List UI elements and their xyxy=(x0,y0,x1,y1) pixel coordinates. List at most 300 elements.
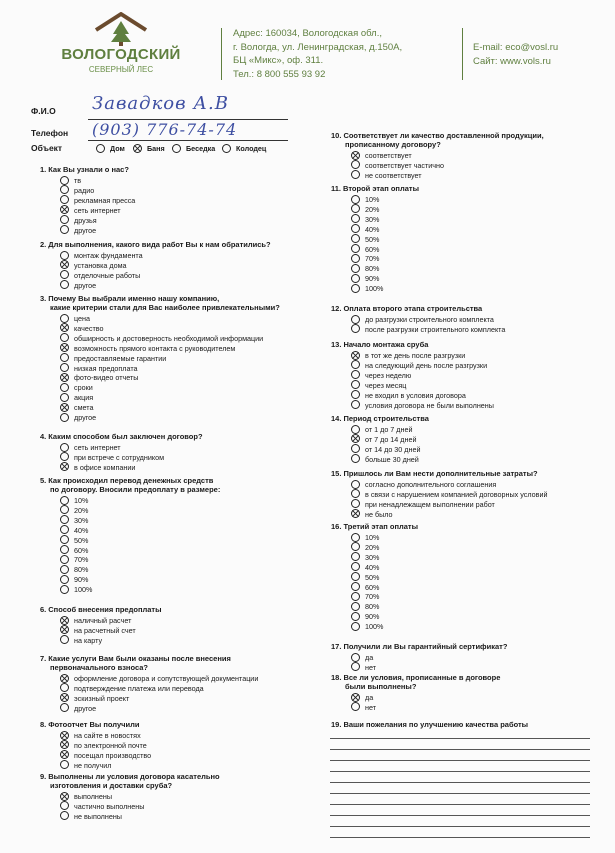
radio-circle[interactable] xyxy=(60,535,69,544)
answer-label: да xyxy=(365,653,374,662)
answer-option[interactable] xyxy=(351,401,494,411)
object-option-house[interactable]: Дом xyxy=(96,144,125,154)
answer-option[interactable] xyxy=(60,761,111,771)
answer-label: акция xyxy=(74,393,94,403)
question-number: 8. xyxy=(40,720,47,729)
answer-label: от 14 до 30 дней xyxy=(365,444,421,454)
question-text: Какие услуги Вам были оказаны после внесения xyxy=(48,654,231,663)
fio-handwritten-value[interactable]: Завадков А.В xyxy=(92,93,229,114)
wish-line[interactable] xyxy=(330,793,590,794)
answer-option[interactable] xyxy=(60,334,263,344)
question-number: 2. xyxy=(40,240,47,249)
radio-circle[interactable] xyxy=(60,413,69,422)
radio-circle[interactable] xyxy=(60,515,69,524)
radio-circle[interactable] xyxy=(351,254,360,263)
answer-option[interactable] xyxy=(60,261,127,271)
answer-option[interactable] xyxy=(351,622,383,632)
answer-option[interactable] xyxy=(60,741,147,751)
answer-label: 60% xyxy=(365,244,380,254)
answer-option[interactable] xyxy=(60,443,121,453)
answer-option[interactable] xyxy=(60,536,88,546)
answer-option[interactable] xyxy=(60,626,136,636)
radio-circle[interactable] xyxy=(96,144,105,153)
wish-line[interactable] xyxy=(330,771,590,772)
checked-radio-circle[interactable] xyxy=(351,351,360,360)
answer-option[interactable] xyxy=(60,196,135,206)
answer-option[interactable] xyxy=(60,684,204,694)
answer-option[interactable] xyxy=(60,674,258,684)
radio-circle[interactable] xyxy=(351,602,360,611)
radio-circle[interactable] xyxy=(351,214,360,223)
answer-option[interactable] xyxy=(351,315,494,325)
brand-subtitle: СЕВЕРНЫЙ ЛЕС xyxy=(88,65,154,74)
brand-name: ВОЛОГОДСКИЙ xyxy=(61,46,181,63)
radio-circle[interactable] xyxy=(351,234,360,243)
answer-option[interactable] xyxy=(60,281,96,291)
answer-option[interactable] xyxy=(60,751,151,761)
checked-radio-circle[interactable] xyxy=(60,323,69,332)
answer-label: нет xyxy=(365,702,377,712)
answer-option[interactable] xyxy=(351,435,416,445)
answer-option[interactable] xyxy=(60,216,97,226)
answer-option[interactable] xyxy=(351,225,379,235)
answer-option[interactable] xyxy=(60,453,164,463)
radio-circle[interactable] xyxy=(60,496,69,505)
radio-circle[interactable] xyxy=(351,582,360,591)
question-title-8 xyxy=(40,720,139,729)
wish-line[interactable] xyxy=(330,804,590,805)
radio-circle[interactable] xyxy=(351,284,360,293)
radio-circle[interactable] xyxy=(60,811,69,820)
question-text: Третий этап оплаты xyxy=(343,522,418,531)
answer-label: 10% xyxy=(365,195,380,204)
answer-option[interactable] xyxy=(351,490,547,500)
checked-radio-circle[interactable] xyxy=(351,693,360,702)
answer-option[interactable] xyxy=(351,254,379,264)
answer-option[interactable] xyxy=(60,616,131,626)
answer-label: смета xyxy=(74,403,94,413)
answer-option[interactable] xyxy=(351,663,376,673)
radio-circle[interactable] xyxy=(351,425,360,434)
answer-option[interactable] xyxy=(351,235,379,245)
web-contacts xyxy=(473,41,558,68)
answer-option[interactable] xyxy=(351,592,379,602)
radio-circle[interactable] xyxy=(60,505,69,514)
radio-circle[interactable] xyxy=(60,683,69,692)
question-number: 1. xyxy=(40,165,47,174)
answer-label: 30% xyxy=(365,214,380,224)
answer-option[interactable] xyxy=(60,226,96,236)
answer-option[interactable] xyxy=(60,373,138,383)
answer-option[interactable] xyxy=(351,325,505,335)
checked-radio-circle[interactable] xyxy=(133,144,142,153)
answer-label: 60% xyxy=(74,545,89,555)
question-text: Ваши пожелания по улучшению качества работы xyxy=(343,720,529,729)
radio-circle[interactable] xyxy=(60,176,69,185)
answer-option[interactable] xyxy=(351,425,412,435)
checked-radio-circle[interactable] xyxy=(60,260,69,269)
answer-option[interactable] xyxy=(351,264,379,274)
answer-label: соответствует частично xyxy=(365,160,444,170)
question-number: 17. xyxy=(331,642,342,651)
answer-option[interactable] xyxy=(351,391,466,401)
radio-circle[interactable] xyxy=(351,454,360,463)
phone-label: Телефон xyxy=(31,128,69,138)
question-text: прописанному договору? xyxy=(345,140,441,149)
answer-label: 100% xyxy=(74,585,93,595)
radio-circle[interactable] xyxy=(351,562,360,571)
radio-circle[interactable] xyxy=(351,552,360,561)
checked-radio-circle[interactable] xyxy=(60,750,69,759)
question-number: 19. xyxy=(331,720,342,729)
answer-option[interactable] xyxy=(351,602,379,612)
answer-option[interactable] xyxy=(60,383,93,393)
answer-option[interactable] xyxy=(351,205,379,215)
answer-label: сроки xyxy=(74,383,93,393)
answer-label: до разгрузки строительного комплекта xyxy=(365,315,494,324)
checked-radio-circle[interactable] xyxy=(60,740,69,749)
answer-option[interactable] xyxy=(60,575,88,585)
radio-circle[interactable] xyxy=(60,363,69,372)
checked-radio-circle[interactable] xyxy=(60,373,69,382)
checked-radio-circle[interactable] xyxy=(60,343,69,352)
answer-option[interactable] xyxy=(60,354,166,364)
radio-circle[interactable] xyxy=(60,801,69,810)
answer-label: отделочные работы xyxy=(74,270,141,280)
answer-label: 20% xyxy=(74,505,89,515)
radio-circle[interactable] xyxy=(351,380,360,389)
question-number: 13. xyxy=(331,340,342,349)
answer-option[interactable] xyxy=(60,364,138,374)
checked-radio-circle[interactable] xyxy=(351,151,360,160)
radio-circle[interactable] xyxy=(60,525,69,534)
answer-label: установка дома xyxy=(74,260,127,270)
wish-line[interactable] xyxy=(330,782,590,783)
checked-radio-circle[interactable] xyxy=(351,509,360,518)
radio-circle[interactable] xyxy=(351,315,360,324)
answer-option[interactable] xyxy=(351,274,379,284)
radio-circle[interactable] xyxy=(60,452,69,461)
checked-radio-circle[interactable] xyxy=(60,462,69,471)
answer-option[interactable] xyxy=(351,612,379,622)
radio-circle[interactable] xyxy=(351,324,360,333)
answer-option[interactable] xyxy=(351,171,422,181)
answer-label: радио xyxy=(74,185,95,195)
answer-label: в офисе компании xyxy=(74,462,136,472)
radio-circle[interactable] xyxy=(351,612,360,621)
answer-label: 70% xyxy=(365,254,380,264)
answer-option[interactable] xyxy=(60,802,144,812)
answer-label: согласно дополнительного соглашения xyxy=(365,480,497,489)
answer-option[interactable] xyxy=(351,445,420,455)
answer-label: 90% xyxy=(74,575,89,585)
answer-label: да xyxy=(365,693,374,702)
radio-circle[interactable] xyxy=(60,555,69,564)
answer-option[interactable] xyxy=(351,151,412,161)
radio-circle[interactable] xyxy=(60,703,69,712)
answer-option[interactable] xyxy=(60,694,129,704)
question-text: Для выполнения, какого вида работ Вы к нам обратились? xyxy=(48,240,271,249)
checked-radio-circle[interactable] xyxy=(60,693,69,702)
answer-option[interactable] xyxy=(60,792,112,802)
radio-circle[interactable] xyxy=(60,635,69,644)
answer-option[interactable] xyxy=(60,636,102,646)
question-text: Способ внесения предоплаты xyxy=(48,605,162,614)
answer-option[interactable] xyxy=(60,812,122,822)
answer-option[interactable] xyxy=(60,704,96,714)
radio-circle[interactable] xyxy=(60,443,69,452)
radio-circle[interactable] xyxy=(172,144,181,153)
radio-circle[interactable] xyxy=(222,144,231,153)
checked-radio-circle[interactable] xyxy=(60,205,69,214)
question-number: 18. xyxy=(331,673,342,682)
answer-label: нет xyxy=(365,662,377,672)
radio-circle[interactable] xyxy=(60,383,69,392)
radio-circle[interactable] xyxy=(60,314,69,323)
answer-label: в тот же день после разгрузки xyxy=(365,351,466,360)
answer-label: качество xyxy=(74,323,104,333)
address-block xyxy=(233,27,402,81)
answer-label: 70% xyxy=(365,592,380,602)
radio-circle[interactable] xyxy=(60,565,69,574)
question-number: 10. xyxy=(331,131,342,140)
answer-label: условия договора не были выполнены xyxy=(365,400,494,410)
radio-circle[interactable] xyxy=(60,353,69,362)
answer-label: не выполнены xyxy=(74,811,122,821)
question-number: 7. xyxy=(40,654,47,663)
wish-line[interactable] xyxy=(330,749,590,750)
answer-option[interactable] xyxy=(351,351,465,361)
radio-circle[interactable] xyxy=(351,390,360,399)
radio-circle[interactable] xyxy=(351,244,360,253)
answer-label: сеть интернет xyxy=(74,205,121,215)
question-title-3 xyxy=(40,294,280,312)
checked-radio-circle[interactable] xyxy=(351,434,360,443)
answer-label: в связи с нарушением компанией договорных условий xyxy=(365,489,548,499)
radio-circle[interactable] xyxy=(351,653,360,662)
answer-option[interactable] xyxy=(60,555,88,565)
radio-circle[interactable] xyxy=(351,622,360,631)
answer-option[interactable] xyxy=(60,413,96,423)
radio-circle[interactable] xyxy=(351,224,360,233)
question-title-1 xyxy=(40,165,129,174)
question-title-18 xyxy=(331,673,500,691)
answer-option[interactable] xyxy=(351,563,379,573)
radio-circle[interactable] xyxy=(60,545,69,554)
question-title-2 xyxy=(40,240,271,249)
answer-label: по электронной почте xyxy=(74,740,147,750)
header-divider xyxy=(221,28,222,80)
answer-option[interactable] xyxy=(351,361,487,371)
answer-option[interactable] xyxy=(351,500,495,510)
question-number: 15. xyxy=(331,469,342,478)
answer-option[interactable] xyxy=(60,251,143,261)
wish-line[interactable] xyxy=(330,837,590,838)
email-line: E-mail: eco@vosl.ru xyxy=(473,42,559,53)
answer-option[interactable] xyxy=(60,731,141,741)
checked-radio-circle[interactable] xyxy=(60,616,69,625)
question-title-7 xyxy=(40,654,231,672)
answer-label: друзья xyxy=(74,215,97,225)
radio-circle[interactable] xyxy=(60,185,69,194)
answer-label: 100% xyxy=(365,622,384,632)
answer-option[interactable] xyxy=(60,565,88,575)
answer-option[interactable] xyxy=(351,455,419,465)
radio-circle[interactable] xyxy=(351,702,360,711)
answer-label: не было xyxy=(365,509,393,519)
wish-line[interactable] xyxy=(330,760,590,761)
answer-label: после разгрузки строительного комплекта xyxy=(365,324,506,334)
answer-option[interactable] xyxy=(351,381,406,391)
answer-label: частично выполнены xyxy=(74,801,145,811)
wish-line[interactable] xyxy=(330,738,590,739)
answer-label: 80% xyxy=(365,264,380,274)
answer-option[interactable] xyxy=(351,573,379,583)
answer-label: 50% xyxy=(365,234,380,244)
object-option-well[interactable]: Колодец xyxy=(222,144,266,154)
answer-label: эскизный проект xyxy=(74,693,130,703)
answer-label: тв xyxy=(74,176,82,185)
answer-label: 30% xyxy=(365,552,380,562)
answer-label: другое xyxy=(74,413,97,422)
answer-label: 90% xyxy=(365,612,380,622)
radio-circle[interactable] xyxy=(60,575,69,584)
checked-radio-circle[interactable] xyxy=(60,731,69,740)
answer-option[interactable] xyxy=(60,585,92,595)
answer-option[interactable] xyxy=(351,703,376,713)
object-option-gazebo[interactable]: Беседка xyxy=(172,144,215,154)
question-text: какие критерии стали для Вас наиболее привлекательными? xyxy=(50,303,280,312)
radio-circle[interactable] xyxy=(351,274,360,283)
answer-option[interactable] xyxy=(60,324,104,334)
answer-label: 90% xyxy=(365,274,380,284)
answer-option[interactable] xyxy=(351,161,444,171)
phone-line: Тел.: 8 800 555 93 92 xyxy=(233,68,326,80)
phone-handwritten-value[interactable]: (903) 776-74-74 xyxy=(92,120,238,139)
answer-label: 80% xyxy=(74,565,89,575)
radio-circle[interactable] xyxy=(60,215,69,224)
answer-label: на расчетный счет xyxy=(74,625,136,635)
question-title-17 xyxy=(331,642,507,651)
radio-circle[interactable] xyxy=(351,533,360,542)
radio-circle[interactable] xyxy=(60,280,69,289)
radio-circle[interactable] xyxy=(60,393,69,402)
radio-circle[interactable] xyxy=(351,204,360,213)
wish-line[interactable] xyxy=(330,815,590,816)
object-option-banya[interactable]: Баня xyxy=(133,144,165,154)
radio-circle[interactable] xyxy=(60,760,69,769)
radio-circle[interactable] xyxy=(60,585,69,594)
radio-circle[interactable] xyxy=(351,360,360,369)
answer-label: монтаж фундамента xyxy=(74,251,143,260)
question-title-5 xyxy=(40,476,220,494)
checked-radio-circle[interactable] xyxy=(60,625,69,634)
answer-option[interactable] xyxy=(60,206,121,216)
answer-label: от 1 до 7 дней xyxy=(365,425,413,434)
radio-circle[interactable] xyxy=(351,264,360,273)
radio-circle[interactable] xyxy=(351,489,360,498)
address-line: г. Вологда, ул. Ленинградская, д.150А, xyxy=(233,41,403,53)
answer-option[interactable] xyxy=(60,506,88,516)
answer-label: 40% xyxy=(365,562,380,572)
answer-label: цена xyxy=(74,314,90,323)
radio-circle[interactable] xyxy=(60,195,69,204)
question-text: Пришлось ли Вам нести дополнительные затраты? xyxy=(343,469,538,478)
answer-label: обширность и достоверность необходимой информации xyxy=(74,333,264,343)
radio-circle[interactable] xyxy=(351,592,360,601)
answer-label: подтверждение платежа или перевода xyxy=(74,683,204,693)
radio-circle[interactable] xyxy=(351,662,360,671)
checked-radio-circle[interactable] xyxy=(60,403,69,412)
question-title-14 xyxy=(331,414,429,423)
radio-circle[interactable] xyxy=(60,225,69,234)
radio-circle[interactable] xyxy=(351,370,360,379)
answer-option[interactable] xyxy=(60,271,140,281)
radio-circle[interactable] xyxy=(60,251,69,260)
question-text: Начало монтажа сруба xyxy=(343,340,429,349)
answer-label: 10% xyxy=(365,533,380,542)
question-number: 4. xyxy=(40,432,47,441)
answer-option[interactable] xyxy=(351,284,383,294)
radio-circle[interactable] xyxy=(351,400,360,409)
answer-label: 70% xyxy=(74,555,89,565)
radio-circle[interactable] xyxy=(351,542,360,551)
question-title-16 xyxy=(331,522,418,531)
answer-label: другое xyxy=(74,225,97,235)
answer-label: 20% xyxy=(365,204,380,214)
answer-label: не входил в условия договора xyxy=(365,390,466,400)
answer-option[interactable] xyxy=(351,510,393,520)
answer-option[interactable] xyxy=(60,526,88,536)
radio-circle[interactable] xyxy=(351,499,360,508)
radio-circle[interactable] xyxy=(351,444,360,453)
question-text: Почему Вы выбрали именно нашу компанию, xyxy=(48,294,220,303)
question-title-19 xyxy=(331,720,528,729)
answer-label: другое xyxy=(74,703,97,713)
answer-label: не соответствует xyxy=(365,170,422,180)
answer-option[interactable] xyxy=(60,344,235,354)
answer-label: другое xyxy=(74,280,97,290)
answer-label: 60% xyxy=(365,582,380,592)
radio-circle[interactable] xyxy=(351,160,360,169)
question-number: 5. xyxy=(40,476,47,485)
radio-circle[interactable] xyxy=(60,270,69,279)
answer-option[interactable] xyxy=(351,543,379,553)
radio-circle[interactable] xyxy=(351,572,360,581)
radio-circle[interactable] xyxy=(351,170,360,179)
question-number: 9. xyxy=(40,772,47,781)
answer-option[interactable] xyxy=(60,463,135,473)
answer-option[interactable] xyxy=(60,403,94,413)
wish-line[interactable] xyxy=(330,826,590,827)
answer-label: 50% xyxy=(74,535,89,545)
answer-option[interactable] xyxy=(60,393,93,403)
answer-option[interactable] xyxy=(351,480,496,490)
answer-label: выполнены xyxy=(74,792,113,801)
answer-label: рекламная пресса xyxy=(74,195,136,205)
radio-circle[interactable] xyxy=(60,333,69,342)
answer-option[interactable] xyxy=(60,186,94,196)
answer-option[interactable] xyxy=(351,371,411,381)
checked-radio-circle[interactable] xyxy=(60,792,69,801)
checked-radio-circle[interactable] xyxy=(60,674,69,683)
answer-label: соответствует xyxy=(365,151,412,160)
question-title-10 xyxy=(331,131,544,149)
question-text: первоначального взноса? xyxy=(50,663,148,672)
radio-circle[interactable] xyxy=(351,480,360,489)
radio-circle[interactable] xyxy=(351,195,360,204)
question-title-4 xyxy=(40,432,203,441)
